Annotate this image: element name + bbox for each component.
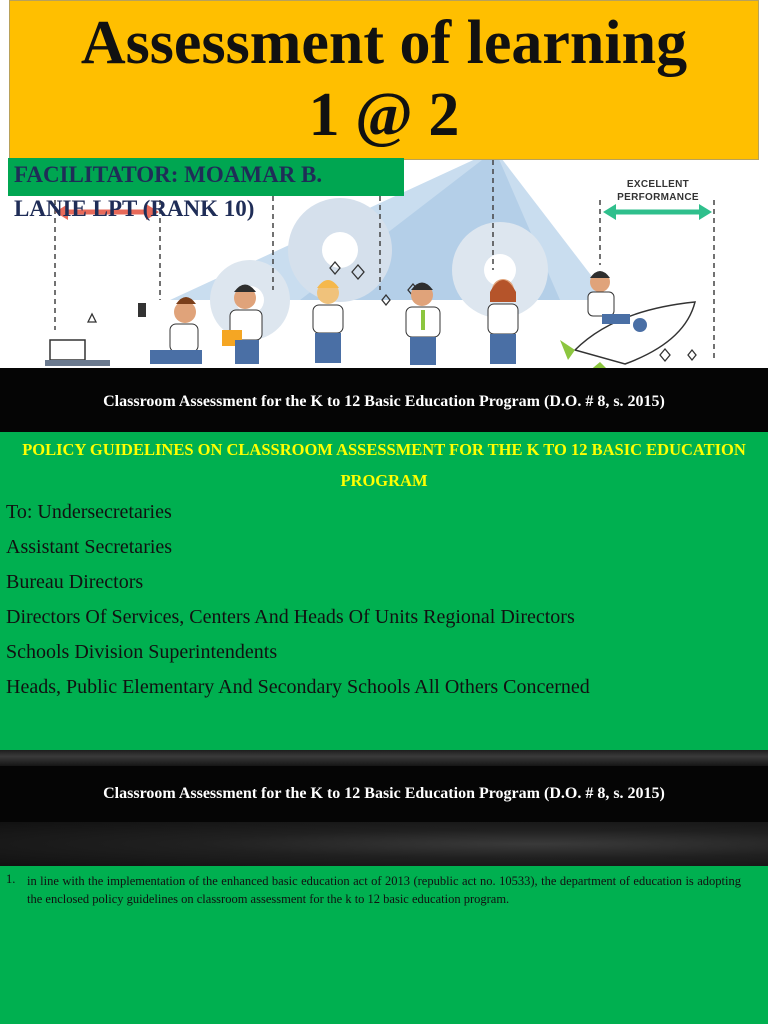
rocket: [560, 302, 695, 368]
person-5: [488, 279, 518, 364]
title-line-1: Assessment of learning: [80, 9, 688, 77]
recipient-item: Directors Of Services, Centers And Heads Of Units Regional Directors: [6, 606, 575, 628]
facilitator-line-1: FACILITATOR: MOAMAR B.: [14, 162, 323, 187]
person-1: [138, 297, 202, 364]
title-line-2: 1 @ 2: [308, 81, 460, 149]
title-box: [9, 0, 759, 160]
order-banner-bottom: Classroom Assessment for the K to 12 Basic Education Program (D.O. # 8, s. 2015): [0, 766, 768, 822]
green-double-arrow: [603, 204, 712, 220]
paragraph-number: 1.: [6, 872, 16, 886]
divider-strip: [0, 750, 768, 766]
recipient-item: To: Undersecretaries: [6, 501, 172, 523]
divider-strip: [0, 822, 768, 866]
gear-center: [288, 198, 392, 302]
laptop: [45, 340, 110, 366]
recipient-item: Schools Division Superintendents: [6, 641, 278, 663]
person-6: [588, 271, 630, 324]
recipient-item: Heads, Public Elementary And Secondary Schools All Others Concerned: [6, 676, 590, 698]
recipient-item: Bureau Directors: [6, 571, 144, 593]
excellent-performance-label: EXCELLENT PERFORMANCE: [617, 179, 699, 203]
paragraph-text: in line with the implementation of the enhanced basic education act of 2013 (republic act no. 10533), the department of education is adopting the enclosed policy guidelines on classroom assessment for the k to 12 basic education program.: [27, 874, 741, 906]
policy-heading: POLICY GUIDELINES ON CLASSROOM ASSESSMENT FOR THE K TO 12 BASIC EDUCATION PROGRAM: [22, 440, 746, 490]
facilitator-line-2: LANIE LPT (RANK 10): [14, 196, 255, 221]
recipient-item: Assistant Secretaries: [6, 536, 173, 558]
order-banner-top: Classroom Assessment for the K to 12 Basic Education Program (D.O. # 8, s. 2015): [0, 368, 768, 432]
person-3: [313, 280, 343, 363]
